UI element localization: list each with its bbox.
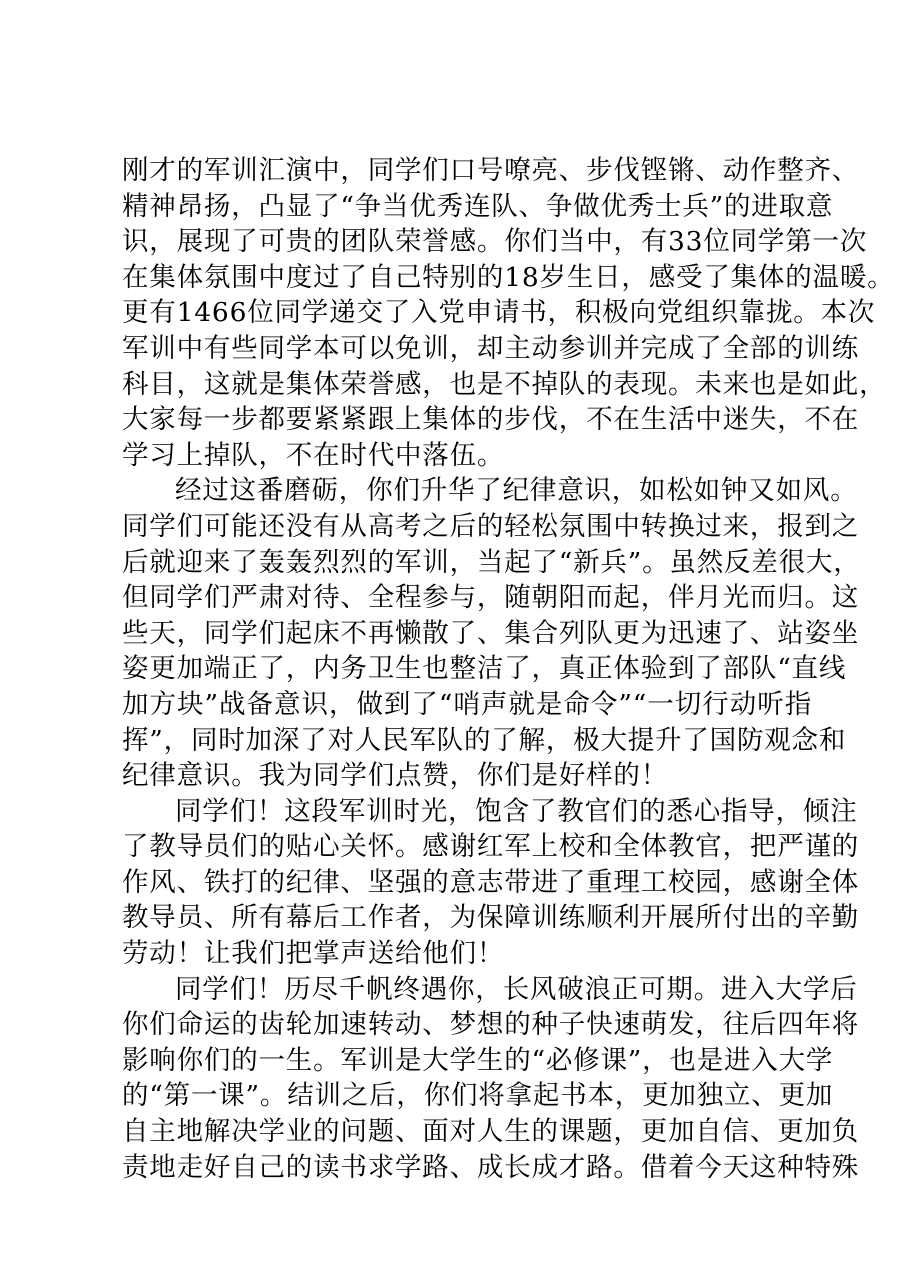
- text-line: 影响你们的一生。军训是大学生的“必修课”，也是进入大学: [122, 1044, 834, 1076]
- text-line: 同学们可能还没有从高考之后的轻松氛围中转换过来，报到之: [122, 510, 860, 542]
- text-line: 识，展现了可贵的团队荣誉感。你们当中，有33位同学第一次: [122, 226, 868, 258]
- text-line: 刚才的军训汇演中，同学们口号嘹亮、步伐铿锵、动作整齐、: [122, 155, 860, 186]
- text-line: 学习上掉队，不在时代中落伍。: [122, 439, 505, 471]
- text-line: 些天，同学们起床不再懒散了、集合列队更为迅速了、站姿坐: [122, 617, 860, 649]
- text-line: 纪律意识。我为同学们点赞，你们是好样的！: [122, 760, 668, 792]
- text-line: 的“第一课”。结训之后，你们将拿起书本，更加独立、更加: [122, 1080, 834, 1112]
- text-line: 姿更加端正了，内务卫生也整洁了，真正体验到了部队“直线: [122, 653, 847, 685]
- text-line: 后就迎来了轰轰烈烈的军训，当起了“新兵”。虽然反差很大，: [122, 546, 861, 578]
- text-line: 加方块”战备意识，做到了“哨声就是命令”“一切行动听指: [122, 688, 812, 720]
- text-line: 了教导员们的贴心关怀。感谢红军上校和全体教官，把严谨的: [122, 831, 860, 863]
- text-line: 劳动！让我们把掌声送给他们！: [122, 938, 505, 970]
- text-line: 同学们！历尽千帆终遇你，长风破浪正可期。进入大学后: [175, 973, 858, 1005]
- text-line: 挥”，同时加深了对人民军队的了解，极大提升了国防观念和: [122, 724, 847, 756]
- text-line: 但同学们严肃对待、全程参与，随朝阳而起，伴月光而归。这: [122, 582, 860, 614]
- text-line: 军训中有些同学本可以免训，却主动参训并完成了全部的训练: [122, 332, 860, 364]
- text-line: 精神昂扬，凸显了“争当优秀连队、争做优秀士兵”的进取意: [122, 190, 834, 222]
- text-line: 大家每一步都要紧紧跟上集体的步伐，不在生活中迷失，不在: [122, 404, 860, 436]
- text-line: 责地走好自己的读书求学路、成长成才路。借着今天这种特殊: [122, 1151, 860, 1183]
- body-text: [122, 153, 895, 1185]
- text-line: 教导员、所有幕后工作者，为保障训练顺利开展所付出的辛勤: [122, 902, 860, 934]
- text-line: 作风、铁打的纪律、坚强的意志带进了重理工校园，感谢全体: [122, 866, 860, 898]
- text-line: 同学们！这段军训时光，饱含了教官们的悉心指导，倾注: [175, 795, 858, 827]
- text-line: 你们命运的齿轮加速转动、梦想的种子快速萌发，往后四年将: [122, 1009, 860, 1041]
- text-line: 自主地解决学业的问题、面对人生的课题，更加自信、更加负: [122, 1116, 860, 1148]
- text-line: 科目，这就是集体荣誉感，也是不掉队的表现。未来也是如此，: [122, 368, 887, 400]
- text-line: 更有1466位同学递交了入党申请书，积极向党组织靠拢。本次: [122, 297, 876, 329]
- text-line: 经过这番磨砺，你们升华了纪律意识，如松如钟又如风。: [175, 475, 858, 507]
- text-line: 在集体氛围中度过了自己特别的18岁生日，感受了集体的温暖。: [122, 261, 895, 293]
